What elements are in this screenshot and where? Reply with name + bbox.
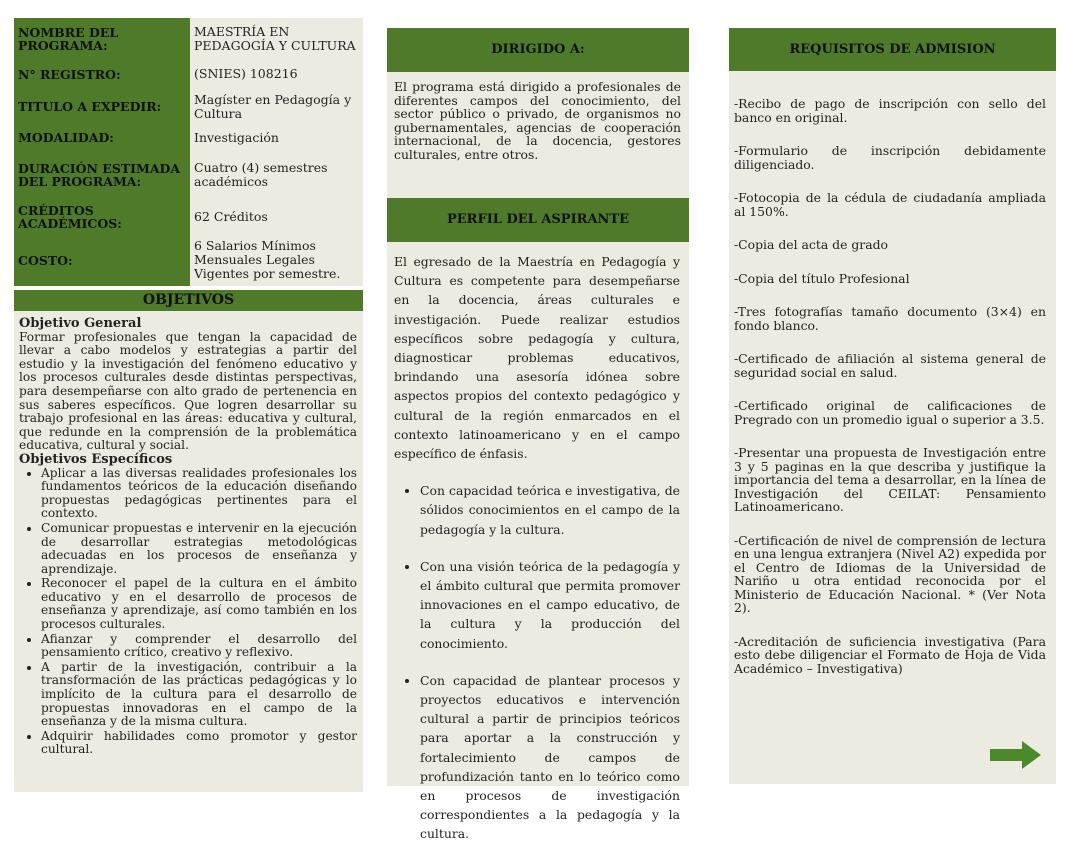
- objetivo-general-title: Objetivo General: [19, 316, 142, 331]
- value-nombre: MAESTRÍA EN PEDAGOGÍA Y CULTURA: [190, 18, 363, 60]
- list-item: • Comunicar propuestas e intervenir en la ejecución de desarrollar estrategias metodológicas adecuadas en los procesos de enseñanza y aprendizaje.: [41, 522, 357, 576]
- objetivos-panel: [14, 311, 363, 792]
- list-item: • Con capacidad teórica e investigativa, de sólidos conocimientos en el campo de la pedagogía y la cultura.: [420, 481, 680, 539]
- dirigido-text: El programa está dirigido a profesionales de diferentes campos del conocimiento, del sector público o privado, de organismos no gubernamentales, agencias de cooperación internacional, de la docencia, gestores culturales, entre otros.: [387, 72, 689, 198]
- value-duracion: Cuatro (4) semestres académicos: [190, 150, 363, 200]
- list-item: -Certificado de afiliación al sistema general de seguridad social en salud.: [734, 351, 1046, 380]
- perfil-list: [394, 481, 680, 843]
- list-item: -Certificado original de calificaciones de Pregrado con un promedio igual o superior a 3.5.: [734, 398, 1046, 427]
- row-registro: [14, 60, 363, 88]
- objetivo-general-text: Formar profesionales que tengan la capacidad de llevar a cabo modelos y estrategias a partir del estudio y la investigación del fenómeno educativo y los procesos culturales desde distintas perspectivas, para desempeñarse con alto grado de pertenencia en sus saberes específicos. Que logren desarrollar su trabajo profesional en las áreas: educativa y cultural, que redunde en la comprensión de la problemática educativa, cultural y social.: [19, 329, 357, 453]
- row-creditos: [14, 200, 363, 234]
- objetivos-heading: OBJETIVOS: [14, 290, 363, 311]
- audience-column: [387, 28, 689, 842]
- requirements-column: [729, 28, 1056, 784]
- value-modalidad: Investigación: [190, 125, 363, 150]
- list-item: -Copia del acta de grado: [734, 237, 888, 252]
- perfil-heading: PERFIL DEL ASPIRANTE: [387, 198, 689, 242]
- value-titulo: Magíster en Pedagogía y Cultura: [190, 88, 363, 125]
- list-item: -Formulario de inscripción debidamente diligenciado.: [734, 143, 1046, 172]
- list-item: • Aplicar a las diversas realidades profesionales los fundamentos teóricos de la educación diseñando propuestas pedagógicas pertinentes para el contexto.: [41, 467, 357, 521]
- list-item: • A partir de la investigación, contribuir a la transformación de las prácticas pedagógicas y lo implícito de la cultura para el desarrollo de propuestas innovadoras en el campo de la enseñanza y de la misma cultura.: [41, 661, 357, 729]
- list-item: -Recibo de pago de inscripción con sello del banco en original.: [734, 96, 1046, 125]
- label-nombre: NOMBRE DEL PROGRAMA:: [14, 18, 190, 60]
- row-titulo: [14, 88, 363, 125]
- list-item: • Adquirir habilidades como promotor y gestor cultural.: [41, 730, 357, 757]
- perfil-panel: [387, 242, 689, 842]
- list-item: -Acreditación de suficiencia investigativa (Para esto debe diligenciar el Formato de Hoja de Vida Académico – Investigativa): [734, 633, 1046, 676]
- label-registro: N° REGISTRO:: [14, 60, 190, 88]
- list-item: -Fotocopia de la cédula de ciudadanía ampliada al 150%.: [734, 190, 1046, 219]
- list-item: • Con una visión teórica de la pedagogía y el ámbito cultural que permita promover innovaciones en el campo educativo, de la cultura y la producción del conocimiento.: [420, 557, 680, 653]
- row-duracion: [14, 150, 363, 200]
- row-costo: [14, 234, 363, 286]
- objetivos-especificos-title: Objetivos Específicos: [19, 451, 173, 467]
- label-titulo: TITULO A EXPEDIR:: [14, 88, 190, 125]
- value-registro: (SNIES) 108216: [190, 60, 363, 88]
- perfil-intro: El egresado de la Maestría en Pedagogía y Cultura es competente para desempeñarse en la docencia, áreas culturales e investigación. Puede realizar estudios específicos sobre pedagogía y cultura, diagnosticar problemas educativos, brindando una asesoría idónea sobre aspectos propios del contexto pedagógico y cultural de la región enmarcados en el contexto latinoamericano y en el campo específico de énfasis.: [394, 254, 680, 462]
- requisitos-panel: [729, 71, 1056, 784]
- requisitos-heading: REQUISITOS DE ADMISION: [729, 28, 1056, 71]
- row-nombre: [14, 18, 363, 60]
- list-item: -Certificación de nivel de comprensión de lectura en una lengua extranjera (Nivel A2) expedida por el Centro de Idiomas de la Universidad de Nariño u otra entidad reconocida por el Ministerio de Educación Nacional. * (Ver Nota 2).: [734, 532, 1046, 615]
- program-info-column: [14, 18, 363, 792]
- value-creditos: 62 Créditos: [190, 200, 363, 234]
- list-item: • Reconocer el papel de la cultura en el ámbito educativo y en el desarrollo de procesos de enseñanza y aprendizaje, así como también en los procesos culturales.: [41, 577, 357, 631]
- label-costo: COSTO:: [14, 234, 190, 286]
- value-costo: 6 Salarios Mínimos Mensuales Legales Vigentes por semestre.: [190, 234, 363, 286]
- list-item: -Copia del título Profesional: [734, 270, 910, 286]
- list-item: -Tres fotografías tamaño documento (3×4) en fondo blanco.: [734, 304, 1046, 333]
- label-modalidad: MODALIDAD:: [14, 125, 190, 150]
- dirigido-heading: DIRIGIDO A:: [387, 28, 689, 72]
- list-item: -Presentar una propuesta de Investigación entre 3 y 5 paginas en la que describa y justifique la importancia del tema a desarrollar, en la línea de Investigación del CEILAT: Pensamiento Latinoamericano.: [734, 445, 1046, 514]
- list-item: • Con capacidad de plantear procesos y proyectos educativos e intervención cultural a partir de principios teóricos para aportar a la construcción y fortalecimiento de campos de profundización tanto en lo teórico como en procesos de investigación correspondientes a la pedagogía y la cultura.: [420, 671, 680, 844]
- label-duracion: DURACIÓN ESTIMADA DEL PROGRAMA:: [14, 150, 190, 200]
- row-modalidad: [14, 125, 363, 150]
- program-info-table: [14, 18, 363, 286]
- label-creditos: CRÉDITOS ACADÉMICOS:: [14, 200, 190, 234]
- objetivos-especificos-list: [19, 467, 357, 757]
- next-arrow-icon[interactable]: [990, 740, 1042, 770]
- list-item: • Afianzar y comprender el desarrollo del pensamiento crítico, creativo y reflexivo.: [41, 633, 357, 660]
